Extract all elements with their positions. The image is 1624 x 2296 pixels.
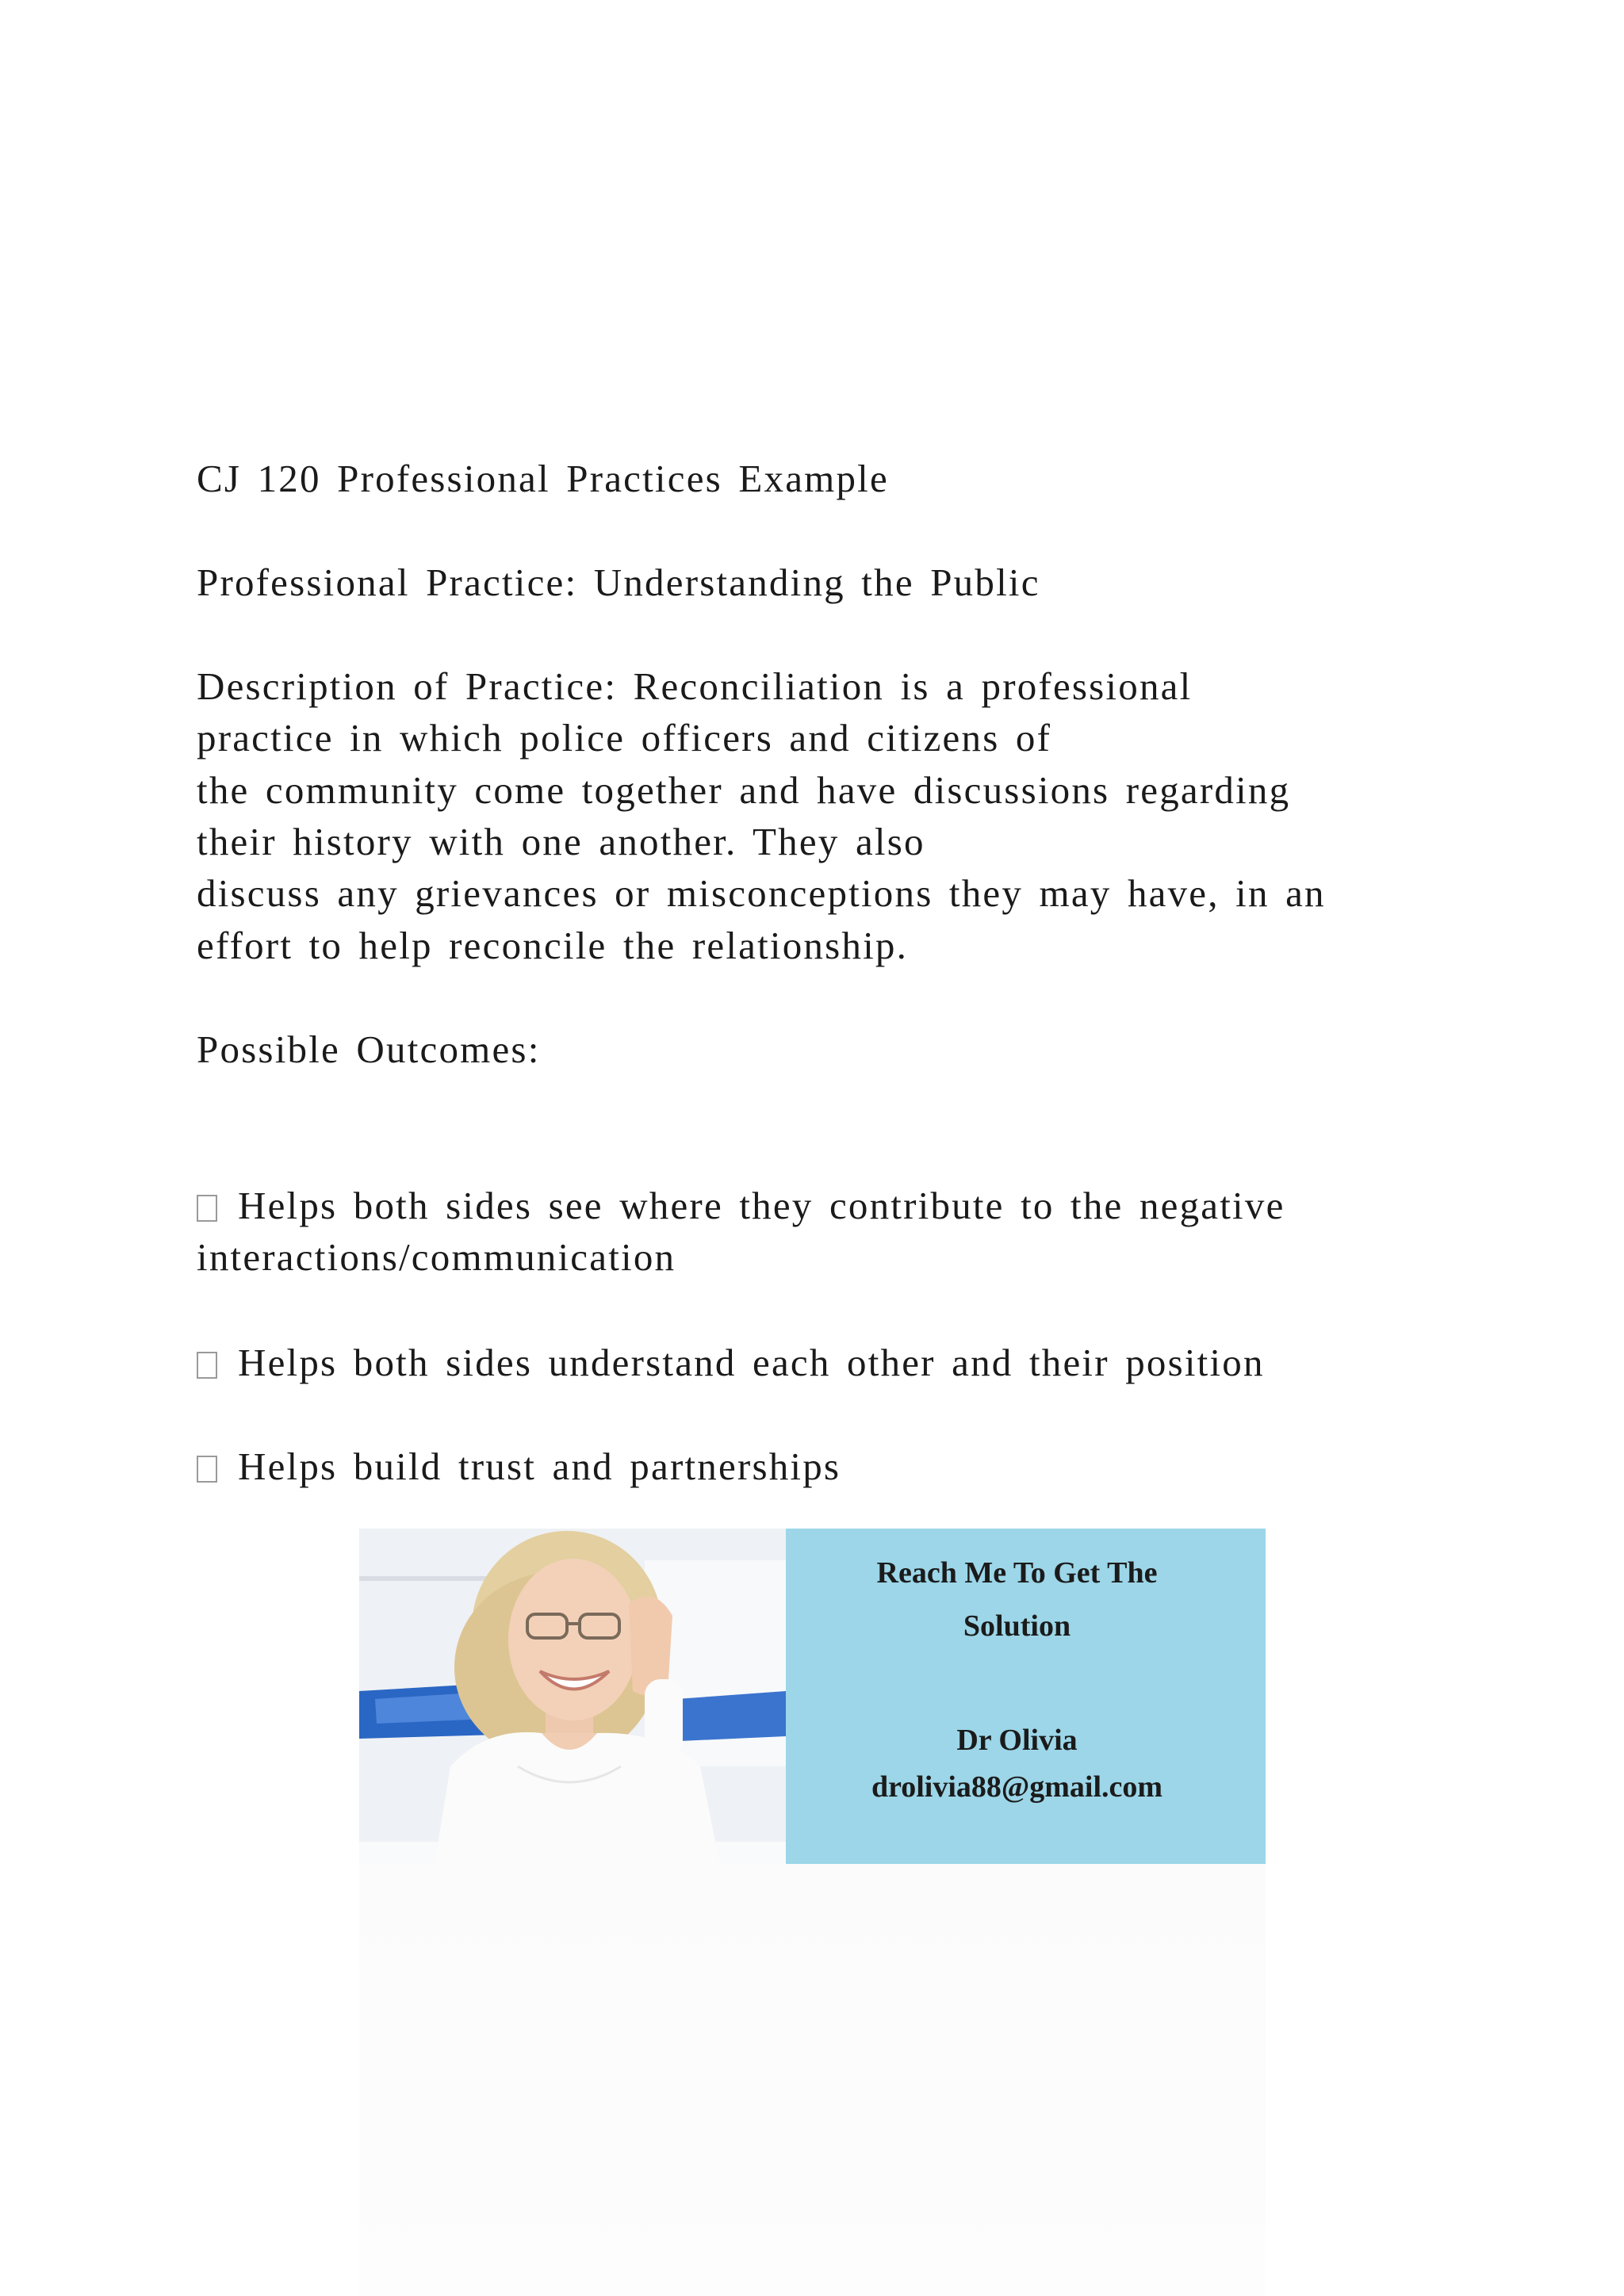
- description-line: the community come together and have discussions regarding: [197, 768, 1291, 812]
- cta-line-1: Reach Me To Get The: [876, 1556, 1158, 1590]
- description-line: Description of Practice: Reconciliation is a professional: [197, 664, 1193, 708]
- document-title: CJ 120 Professional Practices Example: [197, 457, 889, 500]
- image-background-area: [359, 1864, 1266, 2296]
- outcome-text: Helps build trust and partnerships: [238, 1445, 841, 1488]
- outcome-item: [197, 1443, 841, 1490]
- description-line: effort to help reconcile the relationship.: [197, 924, 909, 967]
- cta-line-2: Solution: [963, 1609, 1071, 1643]
- bullet-box-icon: [197, 1195, 217, 1222]
- bullet-box-icon: [197, 1352, 217, 1379]
- description-line: practice in which police officers and citizens of: [197, 716, 1052, 760]
- woman-photo-illustration: [359, 1529, 786, 1864]
- promo-photo: [359, 1529, 786, 1864]
- outcome-continuation: interactions/communication: [197, 1235, 676, 1279]
- promo-banner: [359, 1529, 1266, 1864]
- outcome-item: [197, 1339, 1265, 1387]
- contact-panel: [786, 1529, 1266, 1864]
- outcomes-heading: Possible Outcomes:: [197, 1027, 541, 1071]
- outcome-item: [197, 1182, 1285, 1230]
- contact-email: drolivia88@gmail.com: [871, 1770, 1163, 1804]
- outcome-text: Helps both sides see where they contribute to the negative: [238, 1184, 1285, 1227]
- bullet-box-icon: [197, 1456, 217, 1483]
- practice-line: Professional Practice: Understanding the Public: [197, 561, 1040, 604]
- contact-name: Dr Olivia: [956, 1724, 1078, 1757]
- outcome-text: Helps both sides understand each other and their position: [238, 1341, 1265, 1384]
- description-line: discuss any grievances or misconceptions they may have, in an: [197, 871, 1326, 915]
- description-line: their history with one another. They also: [197, 820, 925, 863]
